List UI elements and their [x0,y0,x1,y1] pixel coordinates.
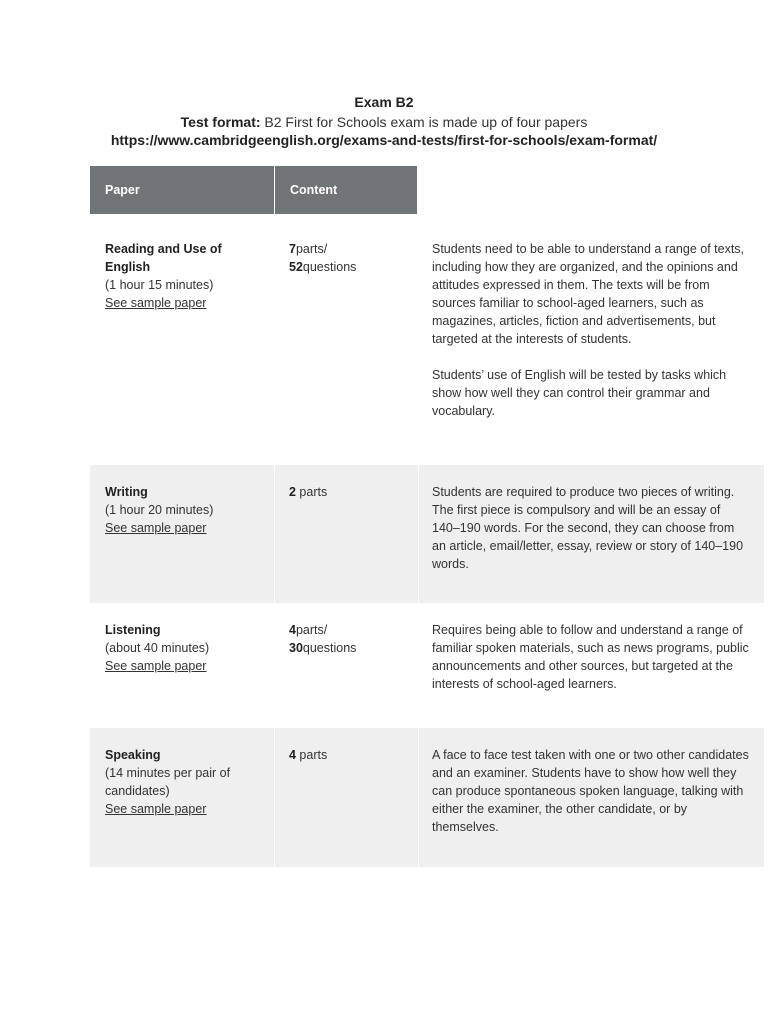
paper-duration: (1 hour 15 minutes) [105,278,214,292]
paper-duration: (1 hour 20 minutes) [105,503,214,517]
parts-label: parts [295,748,328,762]
header-paper: Paper [90,166,274,214]
description-cell [419,222,764,465]
parts-label: parts [295,485,328,499]
table-row [90,603,764,728]
parts-count: 7 [289,242,296,256]
page-title: Exam B2 [354,94,414,110]
parts-count: 4 [289,748,296,762]
description-paragraph: Requires being able to follow and understand a range of familiar spoken materials, such as news programs, public announcements and other sources, but targeted at the interests of school-aged learners. [432,623,749,691]
paper-cell [90,222,274,465]
questions-label: questions [302,260,357,274]
paper-duration: (14 minutes per pair of candidates) [105,766,231,798]
description-cell [419,603,764,728]
paper-name: Writing [105,485,148,499]
paper-name: Reading and Use of English [105,242,222,274]
description-paragraph: Students are required to produce two pieces of writing. The first piece is compulsory and will be an essay of 140–190 words. For the second, they can choose from an article, email/letter, essay, review or story of 140–190 words. [432,485,744,571]
paper-name: Speaking [105,748,161,762]
exam-format-url[interactable]: https://www.cambridgeenglish.org/exams-and-tests/first-for-schools/exam-format/ [110,132,658,148]
description-paragraph: A face to face test taken with one or two other candidates and an examiner. Students have to show how well they can produce spontaneous spoken language, talking with either the examiner, the other candidate, or by themselves. [432,748,749,834]
paper-name: Listening [105,623,161,637]
table-row [90,728,764,867]
table-row [90,222,764,465]
questions-label: questions [302,641,357,655]
questions-count: 52 [289,260,303,274]
questions-count: 30 [289,641,303,655]
description-paragraph: Students’ use of English will be tested by tasks which show how well they can control their grammar and vocabulary. [432,368,727,418]
see-sample-paper-link[interactable]: See sample paper [105,296,207,310]
description-paragraph: Students need to be able to understand a range of texts, including how they are organized, and the opinions and attitudes expressed in them. The texts will be from sources familiar to school-aged learners, such as magazines, articles, fiction and advertisements, but targeted at the interests of students. [432,242,745,346]
parts-count: 4 [289,623,296,637]
content-cell [275,728,418,867]
see-sample-paper-link[interactable]: See sample paper [105,521,207,535]
description-cell [419,728,764,867]
header-content: Content [275,166,417,214]
description-cell [419,465,764,603]
content-cell [275,222,418,465]
paper-cell [90,465,274,603]
paper-cell [90,728,274,867]
table-row [90,465,764,603]
content-cell [275,465,418,603]
test-format-text: B2 First for Schools exam is made up of four papers [264,114,588,130]
content-cell [275,603,418,728]
parts-label: parts/ [295,242,328,256]
parts-label: parts/ [295,623,328,637]
see-sample-paper-link[interactable]: See sample paper [105,659,207,673]
see-sample-paper-link[interactable]: See sample paper [105,802,207,816]
parts-count: 2 [289,485,296,499]
paper-cell [90,603,274,728]
paper-duration: (about 40 minutes) [105,641,210,655]
test-format-line [0,114,768,130]
test-format-label: Test format: [180,114,261,130]
